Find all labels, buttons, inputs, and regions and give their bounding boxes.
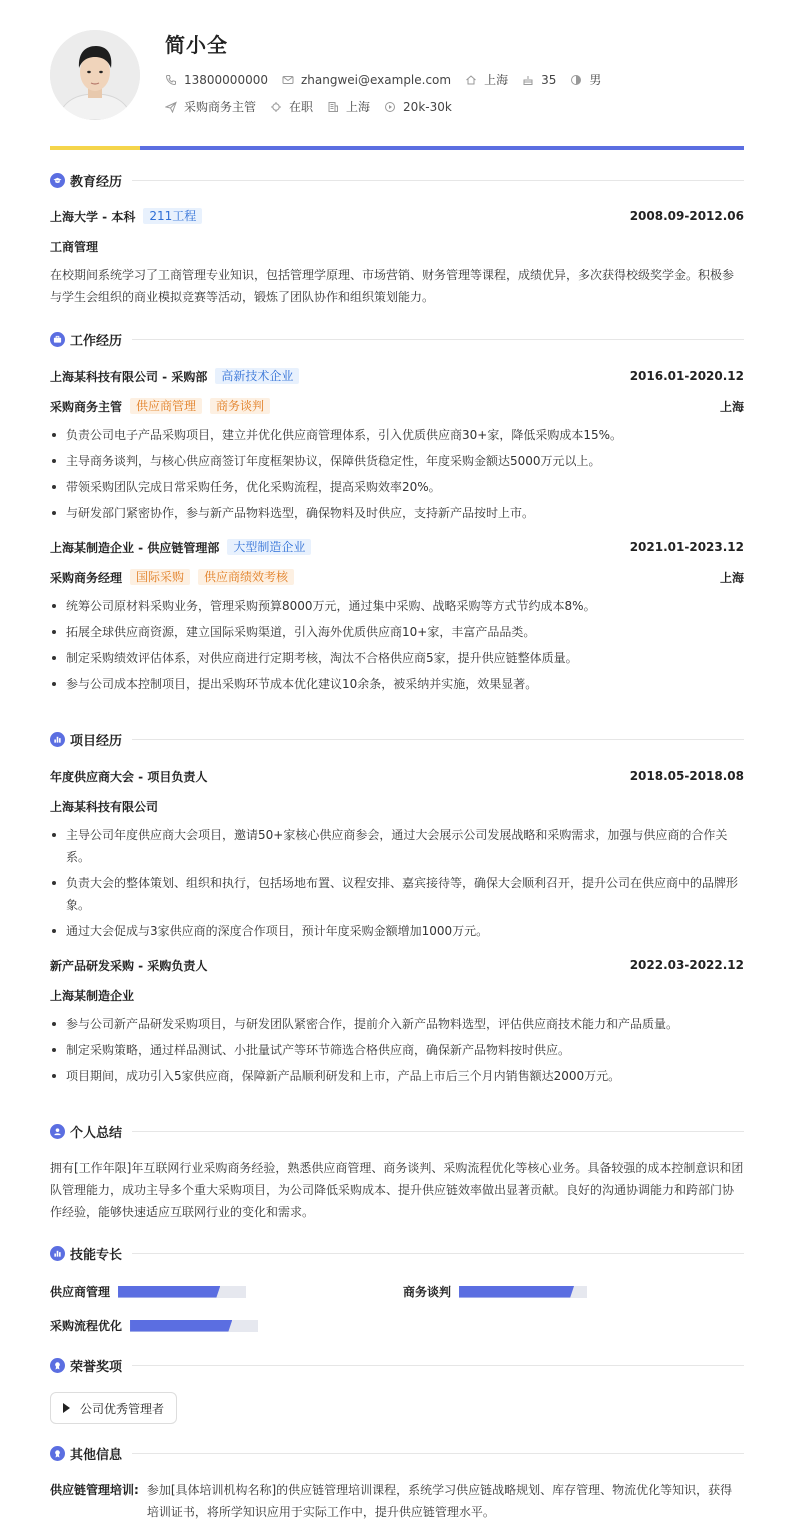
skills-section <box>50 1243 744 1343</box>
skill-bar-fill <box>459 1286 574 1298</box>
project-org-row <box>50 986 744 1004</box>
skill-label: 供应商管理 <box>50 1285 111 1299</box>
phone-item <box>165 73 268 87</box>
play-icon <box>63 1403 70 1413</box>
project-org: 上海某科技有限公司 <box>50 799 159 814</box>
skill-bar-fill <box>130 1320 232 1332</box>
list-item: 通过大会促成与3家供应商的深度合作项目，预计年度采购金额增加1000万元。 <box>50 920 744 942</box>
list-item: 主导公司年度供应商大会项目，邀请50+家核心供应商参会，通过大会展示公司发展战略和采购需求，加强与供应商的合作关系。 <box>50 824 744 868</box>
age-item <box>522 73 556 87</box>
city-text: 上海 <box>484 73 509 87</box>
project-date: 2022.03-2022.12 <box>629 958 744 972</box>
role-tag: 供应商绩效考核 <box>198 569 294 585</box>
project-org: 上海某制造企业 <box>50 988 135 1003</box>
skill-item <box>50 1317 258 1334</box>
section-line <box>132 1253 744 1254</box>
divider-accent-blue <box>140 146 744 150</box>
bar-chart-icon <box>50 1246 65 1261</box>
company-row <box>50 367 744 385</box>
work-bullets <box>50 595 744 695</box>
education-row <box>50 207 744 225</box>
email-text: zhangwei@example.com <box>300 72 452 87</box>
company-tag: 大型制造企业 <box>227 539 311 555</box>
briefcase-icon <box>50 332 65 347</box>
status-item <box>270 98 313 115</box>
skill-bar <box>118 1286 246 1298</box>
status-text: 在职 <box>289 100 314 114</box>
list-item: 参与公司成本控制项目，提出采购环节成本优化建议10余条，被采纳并实施，效果显著。 <box>50 673 744 695</box>
home-icon <box>465 74 477 86</box>
candidate-name: 简小全 <box>165 33 228 57</box>
other-value: 参加[具体培训机构名称]的供应链管理培训课程，系统学习供应链战略规划、库存管理、物流优化等知识，获得培训证书，将所学知识应用于实际工作中，提升供应链管理水平。 <box>146 1483 733 1519</box>
section-title: 教育经历 <box>70 174 123 190</box>
section-line <box>132 1131 744 1132</box>
list-item: 制定采购策略，通过样品测试、小批量试产等环节筛选合格供应商，确保新产品物料按时供应。 <box>50 1039 744 1061</box>
phone-text: 13800000000 <box>184 72 268 87</box>
role-title: 采购商务经理 <box>50 570 123 585</box>
skill-bar <box>130 1320 258 1332</box>
project-row <box>50 767 744 785</box>
project-row <box>50 956 744 974</box>
salary-item <box>384 100 452 114</box>
user-icon <box>50 1124 65 1139</box>
section-header <box>50 1355 744 1375</box>
skill-bar <box>459 1286 587 1298</box>
play-circle-icon <box>384 101 396 113</box>
list-item: 拓展全球供应商资源，建立国际采购渠道，引入海外优质供应商10+家，丰富产品品类。 <box>50 621 744 643</box>
section-header <box>50 329 744 349</box>
award-label: 公司优秀管理者 <box>80 1401 165 1416</box>
section-line <box>132 1365 744 1366</box>
list-item: 制定采购绩效评估体系，对供应商进行定期考核，淘汰不合格供应商5家，提升供应链整体质量。 <box>50 647 744 669</box>
list-item: 与研发部门紧密协作，参与新产品物料选型，确保物料及时供应，支持新产品按时上市。 <box>50 502 744 524</box>
gender-icon <box>570 74 582 86</box>
header-divider <box>50 146 744 150</box>
medal-icon <box>50 1358 65 1373</box>
skill-label: 采购流程优化 <box>50 1319 123 1333</box>
project-entry <box>50 767 744 942</box>
age-text: 35 <box>541 72 557 87</box>
list-item: 参与公司新产品研发采购项目，与研发团队紧密合作，提前介入新产品物料选型，评估供应商技术能力和产品质量。 <box>50 1013 744 1035</box>
education-description: 在校期间系统学习了工商管理专业知识，包括管理学原理、市场营销、财务管理等课程，成绩优异，多次获得校级奖学金。积极参与学生会组织的商业模拟竞赛等活动，锻炼了团队协作和组织策划能力。 <box>50 268 735 304</box>
email-item <box>282 73 451 87</box>
company-tag: 高新技术企业 <box>215 368 299 384</box>
target-city-text: 上海 <box>346 100 371 114</box>
section-title: 项目经历 <box>70 733 123 749</box>
other-key: 供应链管理培训: <box>50 1483 139 1497</box>
work-section <box>50 329 744 699</box>
skill-item <box>403 1283 587 1300</box>
salary-text: 20k-30k <box>403 99 452 114</box>
gender-item <box>570 71 601 88</box>
list-item: 负责大会的整体策划、组织和执行，包括场地布置、议程安排、嘉宾接待等，确保大会顺利召开，提升公司在供应商中的品牌形象。 <box>50 872 744 916</box>
graduation-cap-icon <box>50 173 65 188</box>
target-city-item <box>327 98 370 115</box>
avatar <box>50 30 140 120</box>
medal-icon <box>50 1446 65 1461</box>
section-title: 个人总结 <box>70 1125 123 1141</box>
section-header <box>50 170 744 190</box>
gender-text: 男 <box>589 73 602 87</box>
mail-icon <box>282 74 294 86</box>
work-location: 上海 <box>719 399 744 414</box>
other-item <box>50 1479 744 1523</box>
position-item <box>165 98 256 115</box>
work-date: 2021.01-2023.12 <box>629 540 744 554</box>
education-section <box>50 170 744 308</box>
list-item: 带领采购团队完成日常采购任务，优化采购流程，提高采购效率20%。 <box>50 476 744 498</box>
cake-icon <box>522 74 534 86</box>
phone-icon <box>165 74 177 86</box>
list-item: 负责公司电子产品采购项目，建立并优化供应商管理体系，引入优质供应商30+家，降低采购成本15%。 <box>50 424 744 446</box>
other-section <box>50 1443 744 1523</box>
work-entry <box>50 367 744 524</box>
project-title: 年度供应商大会 - 项目负责人 <box>50 769 208 784</box>
school-tag: 211工程 <box>143 208 202 224</box>
divider-accent-yellow <box>50 146 140 150</box>
company-name: 上海某制造企业 - 供应链管理部 <box>50 540 220 555</box>
project-date: 2018.05-2018.08 <box>629 769 744 783</box>
skill-bar-fill <box>118 1286 220 1298</box>
section-line <box>132 180 744 181</box>
list-item: 统筹公司原材料采购业务，管理采购预算8000万元，通过集中采购、战略采购等方式节约成本8%。 <box>50 595 744 617</box>
status-icon <box>270 101 282 113</box>
projects-section <box>50 729 744 1091</box>
role-tag: 商务谈判 <box>210 398 270 414</box>
awards-section <box>50 1355 744 1424</box>
work-date: 2016.01-2020.12 <box>629 369 744 383</box>
role-row <box>50 397 744 415</box>
summary-text: 拥有[工作年限]年互联网行业采购商务经验，熟悉供应商管理、商务谈判、采购流程优化等核心业务。具备较强的成本控制意识和团队管理能力，成功主导多个重大采购项目，为公司降低采购成本、提升供应链效率做出显著贡献。良好的沟通协调能力和跨部门协作经验，能够快速适应互联网行业的变化和需求。 <box>50 1161 744 1219</box>
major-name: 工商管理 <box>50 239 99 254</box>
work-bullets <box>50 424 744 524</box>
section-line <box>132 339 744 340</box>
role-title: 采购商务主管 <box>50 399 123 414</box>
role-row <box>50 568 744 586</box>
position-text: 采购商务主管 <box>184 100 257 114</box>
education-date: 2008.09-2012.06 <box>629 209 744 223</box>
skill-item <box>50 1283 246 1300</box>
role-tag: 供应商管理 <box>130 398 202 414</box>
project-entry <box>50 956 744 1087</box>
company-name: 上海某科技有限公司 - 采购部 <box>50 369 208 384</box>
award-badge <box>50 1392 177 1424</box>
job-intent-row <box>165 98 466 115</box>
contact-row <box>165 71 615 88</box>
major-row <box>50 237 744 255</box>
role-tag: 国际采购 <box>130 569 190 585</box>
section-header <box>50 1243 744 1263</box>
send-icon <box>165 101 177 113</box>
building-icon <box>327 101 339 113</box>
bar-chart-icon <box>50 732 65 747</box>
section-header <box>50 729 744 749</box>
summary-section <box>50 1121 744 1223</box>
project-org-row <box>50 797 744 815</box>
skill-label: 商务谈判 <box>403 1285 452 1299</box>
company-row <box>50 538 744 556</box>
list-item: 主导商务谈判，与核心供应商签订年度框架协议，保障供货稳定性，年度采购金额达5000万元以上。 <box>50 450 744 472</box>
school-name: 上海大学 - 本科 <box>50 209 136 224</box>
section-header <box>50 1121 744 1141</box>
work-location: 上海 <box>719 570 744 585</box>
project-title: 新产品研发采购 - 采购负责人 <box>50 958 208 973</box>
section-header <box>50 1443 744 1463</box>
project-bullets <box>50 1013 744 1087</box>
section-title: 其他信息 <box>70 1447 123 1463</box>
section-line <box>132 1453 744 1454</box>
project-bullets <box>50 824 744 942</box>
resume-header <box>50 0 744 146</box>
list-item: 项目期间，成功引入5家供应商，保障新产品顺利研发和上市，产品上市后三个月内销售额达2000万元。 <box>50 1065 744 1087</box>
work-entry <box>50 538 744 695</box>
section-title: 荣誉奖项 <box>70 1359 123 1375</box>
section-title: 技能专长 <box>70 1247 123 1263</box>
section-line <box>132 739 744 740</box>
section-title: 工作经历 <box>70 333 123 349</box>
city-item <box>465 71 508 88</box>
